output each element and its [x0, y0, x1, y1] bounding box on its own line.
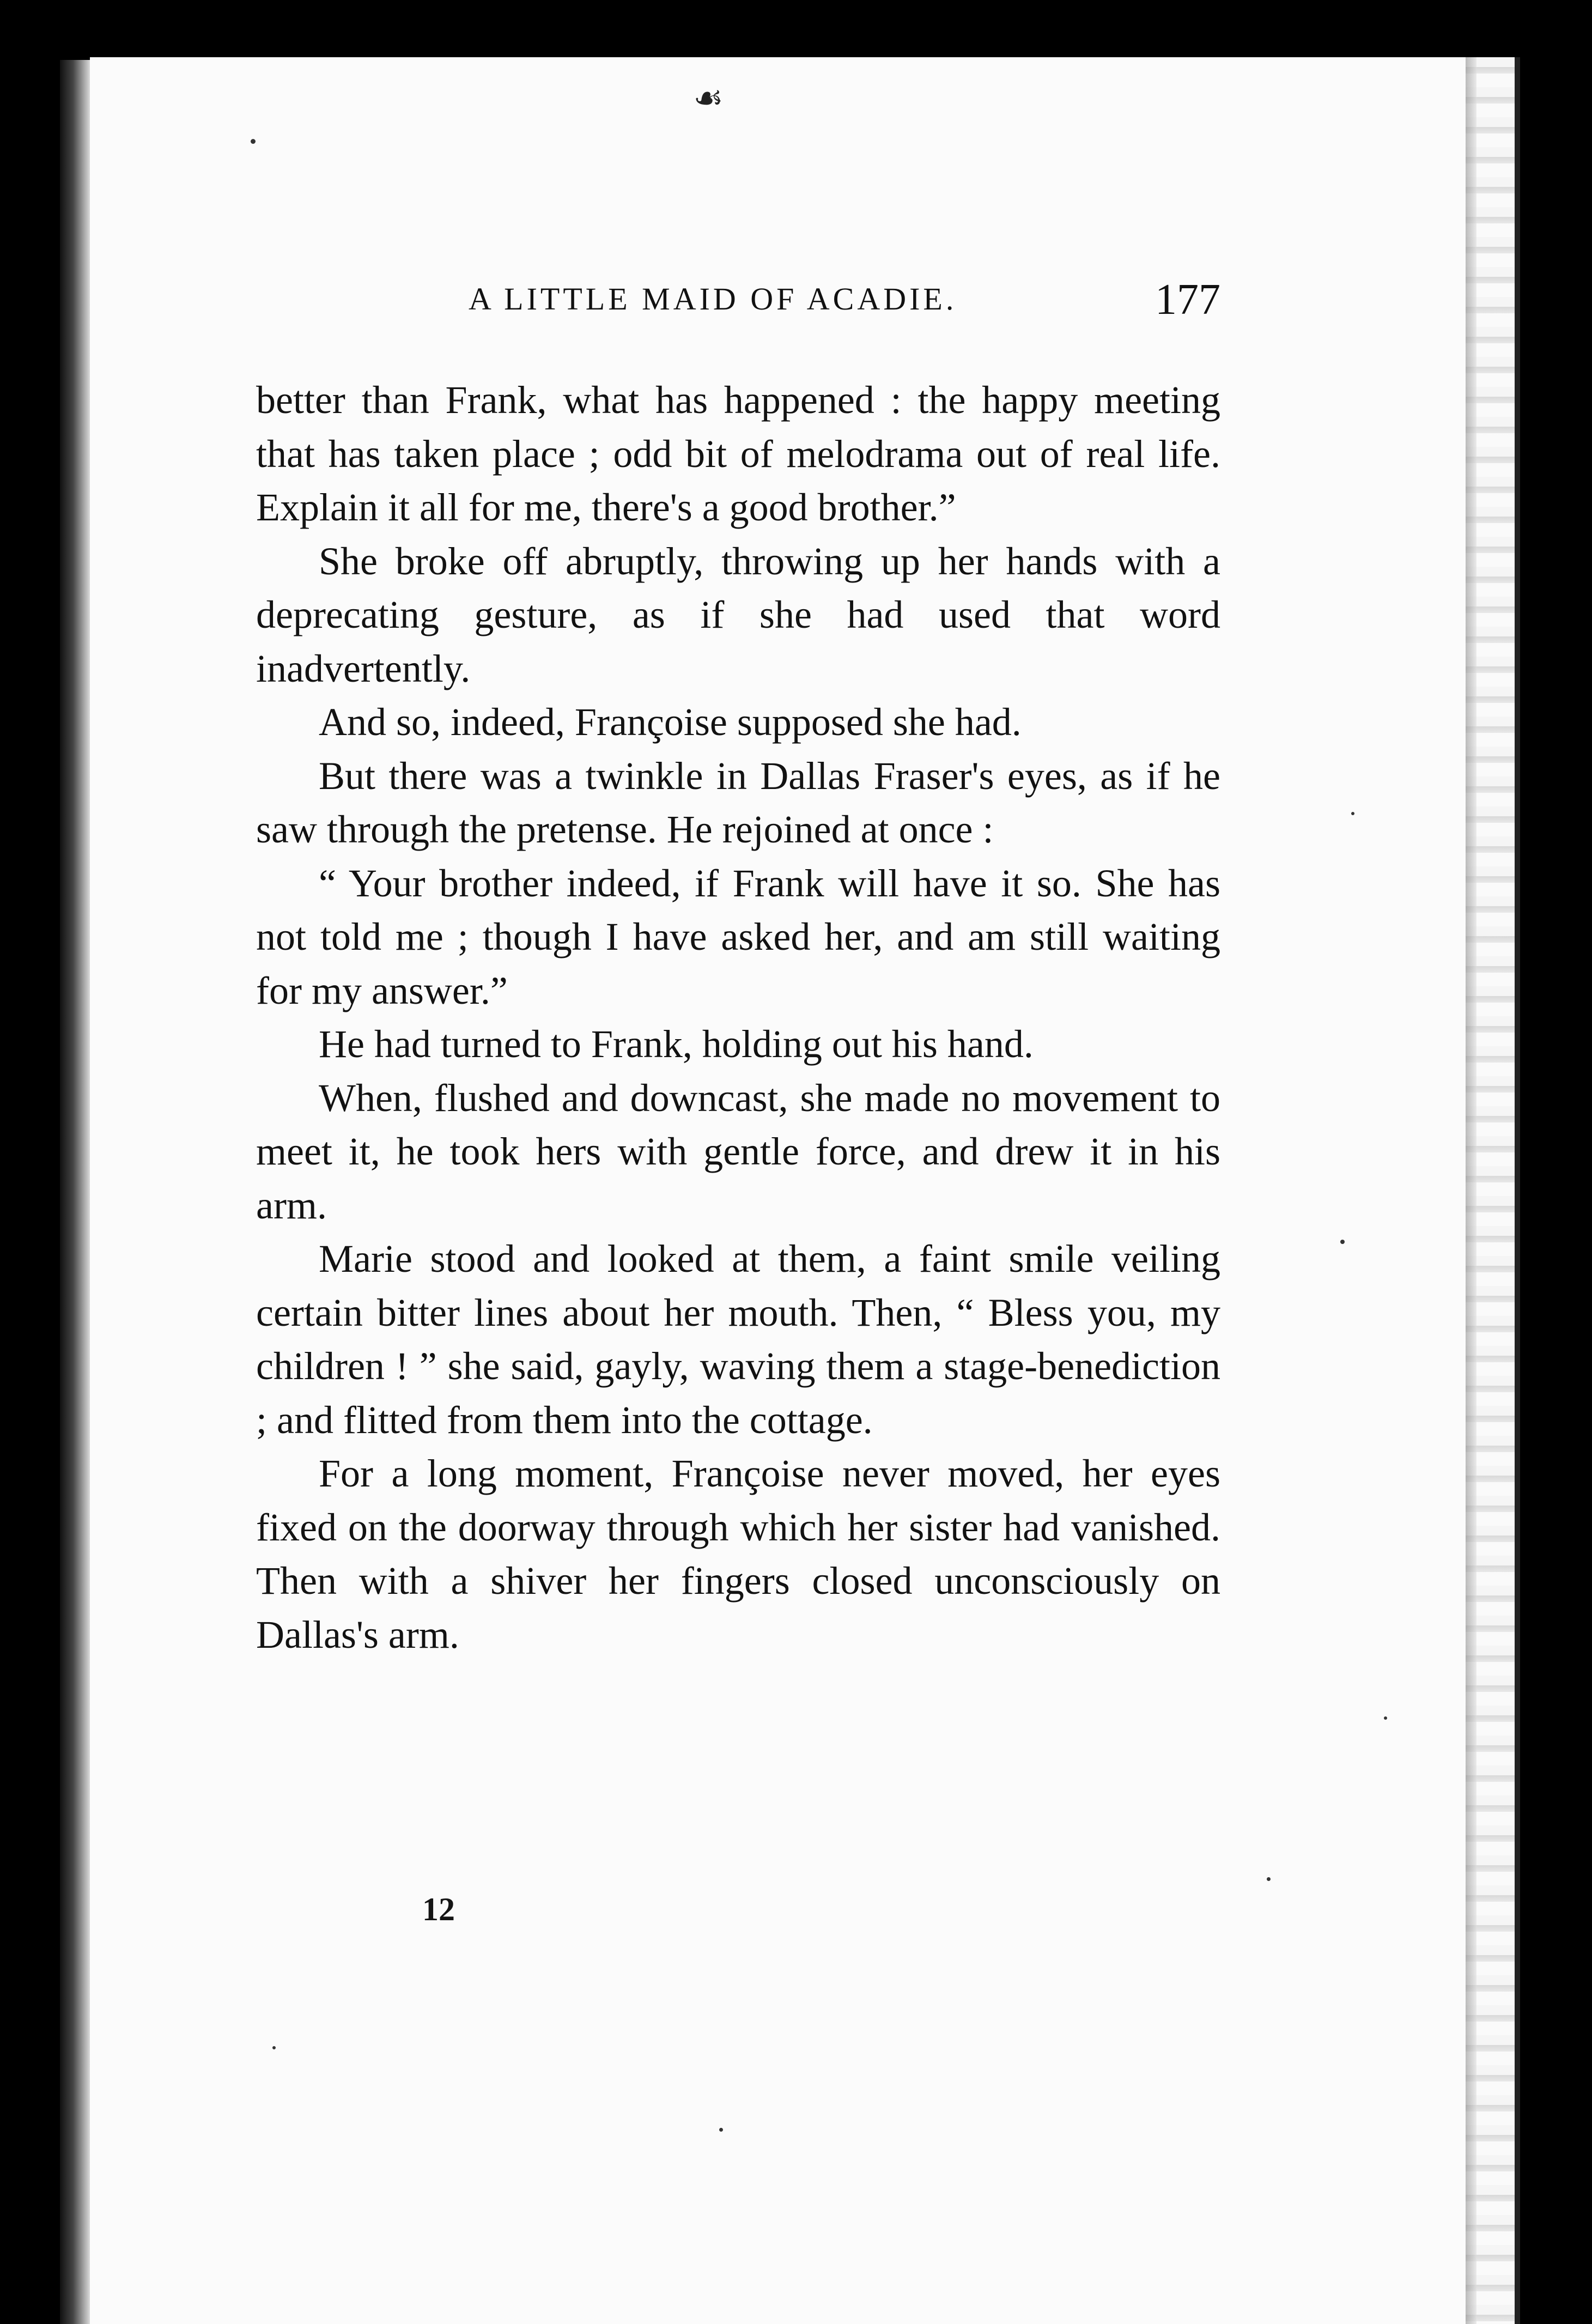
page-edge-shadow	[1466, 57, 1476, 2324]
paragraph: He had turned to Frank, holding out his hand.	[319, 1022, 1034, 1066]
scan-speck	[719, 2128, 723, 2132]
binding-gutter	[60, 60, 93, 2324]
paragraph: For a long moment, Françoise never moved, her eyes fixed on the doorway through which her sister had vanished. Then with a shiver her fingers closed unconsciously on Dallas's arm.	[256, 1452, 1220, 1656]
body-text	[256, 373, 1220, 1661]
page-header	[256, 275, 1220, 324]
signature-mark: 12	[422, 1891, 455, 1927]
scan-speck	[272, 2046, 276, 2049]
scan-speck	[1340, 1240, 1345, 1244]
paragraph: And so, indeed, Françoise supposed she had.	[319, 700, 1022, 744]
paragraph: Marie stood and looked at them, a faint smile veiling certain bitter lines about her mouth. Then, “ Bless you, my children ! ” she said, gayly, waving them a stage-benediction ; and flitted from them into the cottage.	[256, 1237, 1220, 1442]
paragraph: “ Your brother indeed, if Frank will have it so. She has not told me ; though I have asked her, and am still waiting for my answer.”	[256, 861, 1220, 1012]
paragraph: When, flushed and downcast, she made no movement to meet it, he took hers with gentle force, and drew it in his arm.	[256, 1076, 1220, 1227]
paragraph: But there was a twinkle in Dallas Fraser's eyes, as if he saw through the pretense. He rejoined at once :	[256, 754, 1220, 851]
paragraph: She broke off abruptly, throwing up her hands with a deprecating gesture, as if she had used that word inadvertently.	[256, 539, 1220, 690]
running-title: A LITTLE MAID OF ACADIE.	[469, 281, 957, 317]
scan-speck	[1351, 812, 1354, 815]
ornament-icon: ☙	[693, 78, 724, 118]
scan-speck	[251, 139, 256, 144]
scan-speck	[1384, 1716, 1387, 1720]
scan-speck	[1267, 1877, 1271, 1881]
page-number: 177	[1155, 276, 1220, 324]
paragraph: better than Frank, what has happened : the happy meeting that has taken place ; odd bit of melodrama out of real life. Explain it all for me, there's a good brother.”	[256, 378, 1220, 529]
